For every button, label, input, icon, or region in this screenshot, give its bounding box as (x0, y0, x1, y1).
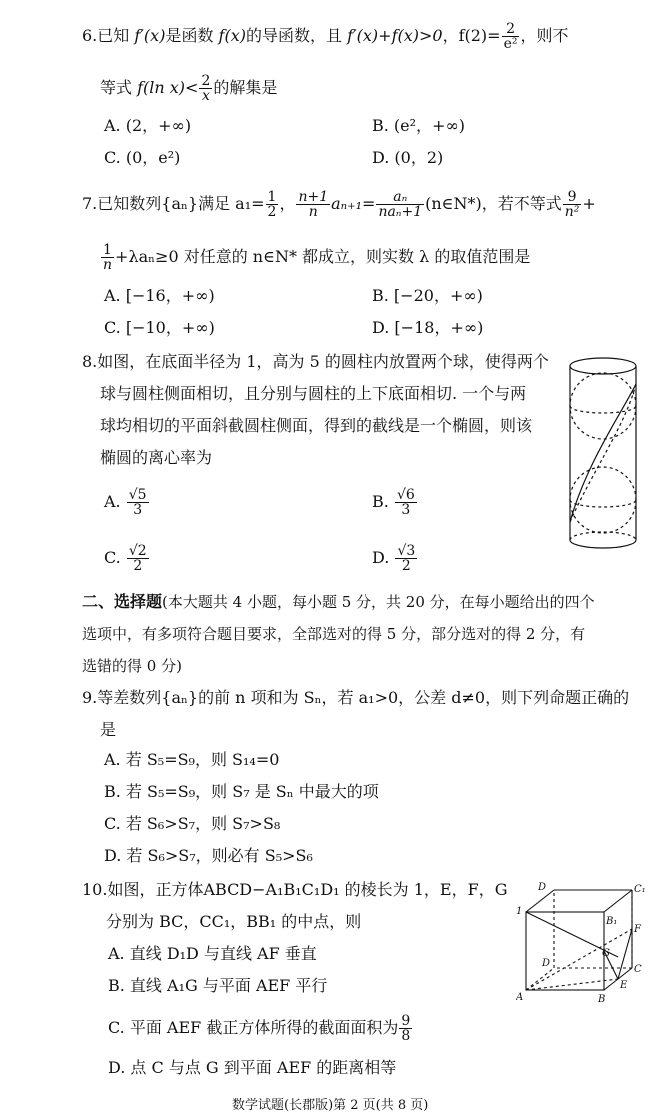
section2-text: (本大题共 4 小题，每小题 5 分，共 20 分，在每小题给出的四个 (162, 593, 595, 611)
q9-option-a: A. 若 S₅=S₉，则 S₁₄=0 (104, 750, 280, 769)
label-c1: C₁ (634, 884, 646, 895)
q6-option-a: A. (2，+∞) (104, 116, 192, 135)
q9-option-c: C. 若 S₆>S₇，则 S₇>S₈ (104, 814, 281, 833)
q9-text: 等差数列{aₙ}的前 n 项和为 Sₙ，若 a₁>0，公差 d≠0，则下列命题正确的 (97, 688, 630, 707)
q10-option-b: B. 直线 A₁G 与平面 AEF 平行 (108, 976, 328, 995)
q8-text: 如图，在底面半径为 1，高为 5 的圆柱内放置两个球，使得两个 (97, 352, 549, 371)
q6-condition: f′(x)+f(x)>0 (347, 26, 443, 45)
q7-text: aₙ₊₁= (331, 194, 376, 213)
q9-option-d: D. 若 S₆>S₇，则必有 S₅>S₆ (104, 846, 313, 865)
q6-option-d: D. (0，2) (372, 148, 444, 167)
q6-text: 已知 (97, 26, 130, 45)
q6-inequality: f(ln x)< (137, 78, 199, 97)
label-a: A (516, 992, 524, 1003)
q6-line1 (82, 22, 569, 51)
q8-line2: 球与圆柱侧面相切，且分别与圆柱的上下底面相切. 一个与两 (100, 384, 527, 403)
q7-text: + (582, 194, 596, 213)
q10-option-c: C. 平面 AEF 截正方体所得的截面面积为 $\frac{9}{8}$ (108, 1013, 411, 1044)
label-c: C (634, 964, 642, 975)
label-b: B (598, 994, 606, 1005)
q7-text: ， (279, 194, 296, 213)
q7-option-d: D. [−18，+∞) (372, 318, 484, 337)
q8-option-a: A. $\frac{√5}{3}$ (104, 487, 147, 518)
page-footer: 数学试题(长郡版)第 2 页(共 8 页) (232, 1098, 429, 1113)
q6-text: 的导函数，且 (245, 26, 342, 45)
q7-option-a: A. [−16，+∞) (104, 286, 215, 305)
q8-option-d: D. $\frac{√3}{2}$ (372, 543, 416, 574)
q7-line2 (100, 243, 530, 272)
q8-line3: 球均相切的平面斜截圆柱侧面，得到的截线是一个椭圆，则该 (100, 416, 533, 435)
q8-option-b: B. $\frac{√6}{3}$ (372, 487, 415, 518)
q7-number: 7. (82, 194, 98, 213)
q7-frac2: $\frac{n+1}{n}$ (298, 189, 329, 220)
q8-line1 (82, 352, 549, 372)
upper-ball (570, 373, 636, 439)
label-g: G (602, 948, 610, 959)
q6-number: 6. (82, 26, 98, 45)
q10-text: 如图，正方体ABCD−A₁B₁C₁D₁ 的棱长为 1，E，F，G (107, 880, 508, 899)
q7-line1 (82, 190, 596, 219)
q6-fx: f(x) (218, 26, 246, 45)
q6-option-b: B. (e²，+∞) (372, 116, 466, 135)
q9-option-b: B. 若 S₅=S₉，则 S₇ 是 Sₙ 中最大的项 (104, 782, 379, 801)
q6-text: 等式 (100, 78, 133, 97)
q6-text: 的解集是 (213, 78, 278, 97)
label-a1: 1 (516, 906, 523, 917)
q7-frac3: aₙ naₙ+1 (378, 189, 423, 220)
q6-fraction2: $\frac{2}{x}$ (201, 73, 211, 104)
q8-number: 8. (82, 352, 98, 371)
q10-option-d: D. 点 C 与点 G 到平面 AEF 的距离相等 (108, 1058, 397, 1077)
q8-option-c: C. $\frac{√2}{2}$ (104, 543, 147, 574)
q7-frac5: $\frac{1}{n}$ (103, 242, 113, 273)
cylinder-figure (566, 354, 640, 554)
section2-line2: 选项中，有多项符合题目要求，全部选对的得 5 分，部分选对的得 2 分，有 (82, 625, 586, 643)
q10-option-a: A. 直线 D₁D 与直线 AF 垂直 (108, 944, 317, 963)
label-f: F (634, 924, 641, 935)
section2-line1 (82, 592, 595, 612)
cylinder-top (570, 358, 636, 374)
q7-text: +λaₙ≥0 对任意的 n∈N* 都成立，则实数 λ 的取值范围是 (115, 247, 531, 266)
q9-line2: 是 (100, 720, 117, 739)
section2-title: 二、选择题 (82, 592, 163, 611)
cube-figure (516, 882, 646, 1006)
q9-line1 (82, 688, 629, 708)
q10-number: 10. (82, 880, 108, 899)
q7-text: (n∈N*)，若不等式 (425, 194, 562, 213)
q10-line2: 分别为 BC，CC₁，BB₁ 的中点，则 (106, 912, 362, 931)
q6-text: ，f(2)= (442, 26, 501, 45)
q6-option-c: C. (0，e²) (104, 148, 181, 167)
oblique-ellipse (570, 384, 636, 522)
label-e: E (620, 980, 628, 991)
q7-option-b: B. [−20，+∞) (372, 286, 483, 305)
label-b1: B₁ (606, 916, 618, 927)
q7-frac4: $\frac{9}{\text{n²}}$ (564, 189, 580, 220)
q7-text: 已知数列{aₙ}满足 a₁= (97, 194, 265, 213)
lower-ball (570, 467, 636, 533)
q6-text: ，则不 (520, 26, 569, 45)
label-d1: D (538, 882, 547, 893)
q8-line4: 椭圆的离心率为 (100, 448, 213, 467)
q9-number: 9. (82, 688, 98, 707)
q6-line2 (100, 74, 277, 103)
q6-text: 是函数 (165, 26, 214, 45)
q6-fraction: $\frac{2}{\text{e²}}$ (503, 21, 518, 52)
section2-line3: 选错的得 0 分) (82, 657, 182, 675)
q6-fprime: f′(x) (134, 26, 166, 45)
label-d: D (542, 958, 551, 969)
q7-option-c: C. [−10，+∞) (104, 318, 215, 337)
q10-line1 (82, 880, 508, 900)
q7-frac1: $\frac{1}{2}$ (267, 189, 277, 220)
